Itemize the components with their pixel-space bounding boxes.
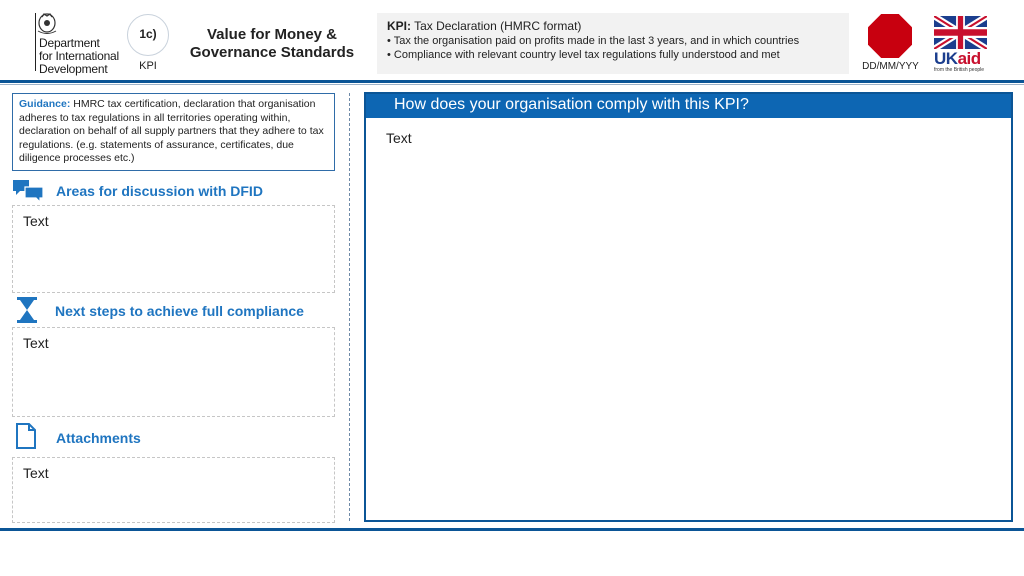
next-steps-text: Text bbox=[23, 335, 49, 351]
attachments-text-area[interactable] bbox=[12, 457, 335, 523]
date-field: DD/MM/YYY bbox=[862, 61, 919, 72]
next-steps-text-area[interactable] bbox=[12, 327, 335, 417]
kpi-badge-code: 1c) bbox=[139, 27, 157, 41]
page-title-line-1: Value for Money & bbox=[206, 26, 338, 43]
union-flag-icon bbox=[934, 16, 987, 49]
royal-crest-icon bbox=[34, 11, 60, 35]
attachments-text: Text bbox=[23, 465, 49, 481]
page-title-line-2: Governance Standards bbox=[189, 44, 355, 61]
guidance-label: Guidance: bbox=[19, 98, 71, 110]
kpi-bullet: • Tax the organisation paid on profits made in the last 3 years, and in which countries bbox=[387, 35, 800, 47]
kpi-badge-label: KPI bbox=[139, 60, 157, 72]
hourglass-icon bbox=[16, 297, 38, 323]
kpi-label: KPI: bbox=[387, 19, 411, 33]
org-name-line-1: Department bbox=[39, 36, 100, 50]
ukaid-tagline: from the British people bbox=[934, 67, 985, 73]
guidance-text: HMRC tax certification, declaration that organisation adheres to tax regulations in all territories operating within, declaration on behalf of all supply partners that they adhere to tax regulations. (e.g. statements of assurance, certificates, due diligence processes etc.) bbox=[19, 98, 324, 164]
next-steps-heading: Next steps to achieve full compliance bbox=[55, 303, 304, 319]
kpi-description-box bbox=[377, 13, 849, 74]
discussion-heading: Areas for discussion with DFID bbox=[56, 183, 263, 199]
ukaid-uk: UK bbox=[934, 49, 958, 68]
document-icon bbox=[15, 423, 37, 449]
org-name-line-3: Development bbox=[39, 62, 108, 76]
compliance-question-header: How does your organisation comply with this KPI? bbox=[366, 94, 1011, 118]
ukaid-aid: aid bbox=[957, 49, 981, 68]
page-title bbox=[182, 26, 362, 62]
discussion-text-area[interactable] bbox=[12, 205, 335, 293]
compliance-text-area[interactable]: Text bbox=[386, 130, 412, 146]
speech-bubbles-icon bbox=[12, 179, 44, 203]
column-divider bbox=[349, 93, 350, 521]
dfid-logo bbox=[34, 11, 126, 76]
ukaid-logo bbox=[934, 50, 989, 73]
org-name-line-2: for International bbox=[39, 49, 119, 63]
kpi-bullet: • Compliance with relevant country level tax regulations fully understood and met bbox=[387, 49, 780, 61]
guidance-box bbox=[12, 93, 335, 171]
header-divider bbox=[0, 80, 1024, 83]
kpi-title: Tax Declaration (HMRC format) bbox=[414, 19, 582, 33]
attachments-heading: Attachments bbox=[56, 430, 141, 446]
discussion-text: Text bbox=[23, 213, 49, 229]
footer-divider bbox=[0, 528, 1024, 531]
compliance-panel bbox=[364, 92, 1013, 522]
header-divider-thin bbox=[0, 84, 1024, 85]
status-indicator-octagon bbox=[868, 14, 912, 58]
